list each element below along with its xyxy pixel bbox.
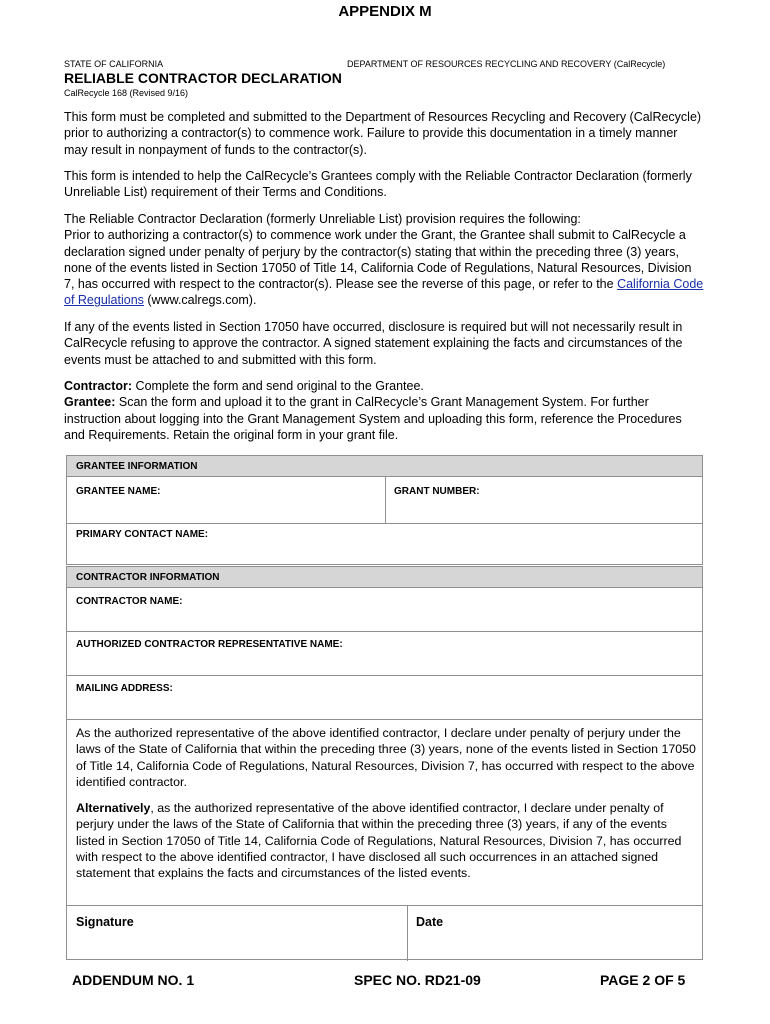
grantee-section-heading: GRANTEE INFORMATION bbox=[67, 456, 702, 477]
form-title: RELIABLE CONTRACTOR DECLARATION bbox=[64, 70, 342, 86]
provision-body: Prior to authorizing a contractor(s) to commence work under the Grant, the Grantee shall submit to CalRecycle a declaration signed under penalty of perjury by the contractor(s) stating that within the preceding three (3) years, none of the events listed in Section 17050 of Title 14, California Code of Regulations, Natural Resources, Division 7, has occurred with respect to the contractor(s). Please see the reverse of this page, or refer to the bbox=[64, 228, 692, 292]
contractor-row-divider-1 bbox=[67, 631, 702, 632]
appendix-heading: APPENDIX M bbox=[338, 3, 432, 20]
grantee-instruction-text: Scan the form and upload it to the grant in CalRecycle’s Grant Management System. For further instruction about logging into the Grant Management System and uploading this form, reference the Procedures and Requirements. Retain the original form in your grant file. bbox=[64, 395, 682, 442]
regulations-url: (www.calregs.com). bbox=[143, 293, 257, 308]
signature-row-divider bbox=[67, 905, 702, 906]
declaration-text: As the authorized representative of the above identified contractor, I declare under penalty of perjury under the laws of the State of California that within the preceding three (3) years, none of the events listed in Section 17050 of Title 14, California Code of Regulations, Natural Resources, Division 7, has occurred with respect to the above identified contractor. bbox=[76, 726, 696, 789]
intro-paragraph-2: This form is intended to help the CalRecycle’s Grantees comply with the Reliable Contractor Declaration (formerly Unreliable List) requirement of their Terms and Conditions. bbox=[64, 169, 692, 200]
alternatively-label: Alternatively bbox=[76, 801, 151, 815]
alternative-declaration bbox=[76, 800, 696, 881]
primary-contact-label: PRIMARY CONTACT NAME: bbox=[76, 529, 209, 540]
regulations-link[interactable]: California Code of Regulations bbox=[64, 277, 704, 308]
grantee-row-divider bbox=[67, 523, 702, 524]
signature-column-divider bbox=[407, 905, 408, 961]
provision-intro: The Reliable Contractor Declaration (formerly Unreliable List) provision requires the following: bbox=[64, 212, 581, 226]
page-number: PAGE 2 OF 5 bbox=[600, 972, 686, 988]
alternative-declaration-text: , as the authorized representative of the above identified contractor, I declare under penalty of perjury under the laws of the State of California that within the preceding three (3) years, if any of the events listed in Section 17050 of Title 14, California Code of Regulations, Natural Resources, Division 7, has occurred with respect to the above identified contractor, I have disclosed all such occurrences in an attached signed statement that explains the facts and circumstances of the listed events. bbox=[76, 801, 682, 881]
grant-number-label: GRANT NUMBER: bbox=[394, 486, 480, 497]
addendum-number: ADDENDUM NO. 1 bbox=[72, 972, 195, 988]
department-label: DEPARTMENT OF RESOURCES RECYCLING AND RECOVERY (CalRecycle) bbox=[347, 59, 666, 69]
intro-paragraph-3 bbox=[64, 211, 704, 309]
date-label: Date bbox=[416, 915, 444, 929]
spec-number: SPEC NO. RD21-09 bbox=[354, 972, 481, 988]
contractor-instruction-text: Complete the form and send original to the Grantee. bbox=[132, 379, 424, 393]
contractor-name-label: CONTRACTOR NAME: bbox=[76, 596, 183, 607]
intro-paragraph-1: This form must be completed and submitted to the Department of Resources Recycling and Recovery (CalRecycle) prior to authorizing a contractor(s) to commence work. Failure to provide this documentation in a timely manner may result in nonpayment of funds to the contractor(s). bbox=[64, 110, 702, 157]
instructions bbox=[64, 378, 704, 443]
grantee-name-label: GRANTEE NAME: bbox=[76, 486, 161, 497]
grantee-instruction-label: Grantee: bbox=[64, 395, 116, 410]
contractor-instruction-label: Contractor: bbox=[64, 379, 133, 393]
contractor-row-divider-3 bbox=[67, 719, 702, 720]
state-label: STATE OF CALIFORNIA bbox=[64, 59, 164, 69]
contractor-information-box bbox=[66, 566, 703, 960]
intro-paragraph-4: If any of the events listed in Section 17050 have occurred, disclosure is required but will not necessarily result in CalRecycle refusing to approve the contractor. A signed statement explaining the facts and circumstances of the events must be attached to and submitted with this form. bbox=[64, 320, 683, 367]
contractor-row-divider-2 bbox=[67, 675, 702, 676]
grantee-column-divider bbox=[385, 477, 386, 523]
signature-label: Signature bbox=[76, 915, 134, 929]
mailing-address-label: MAILING ADDRESS: bbox=[76, 683, 173, 694]
form-number: CalRecycle 168 (Revised 9/16) bbox=[64, 88, 189, 98]
contractor-section-heading: CONTRACTOR INFORMATION bbox=[67, 567, 702, 588]
representative-name-label: AUTHORIZED CONTRACTOR REPRESENTATIVE NAME: bbox=[76, 639, 343, 650]
grantee-information-box bbox=[66, 455, 703, 565]
